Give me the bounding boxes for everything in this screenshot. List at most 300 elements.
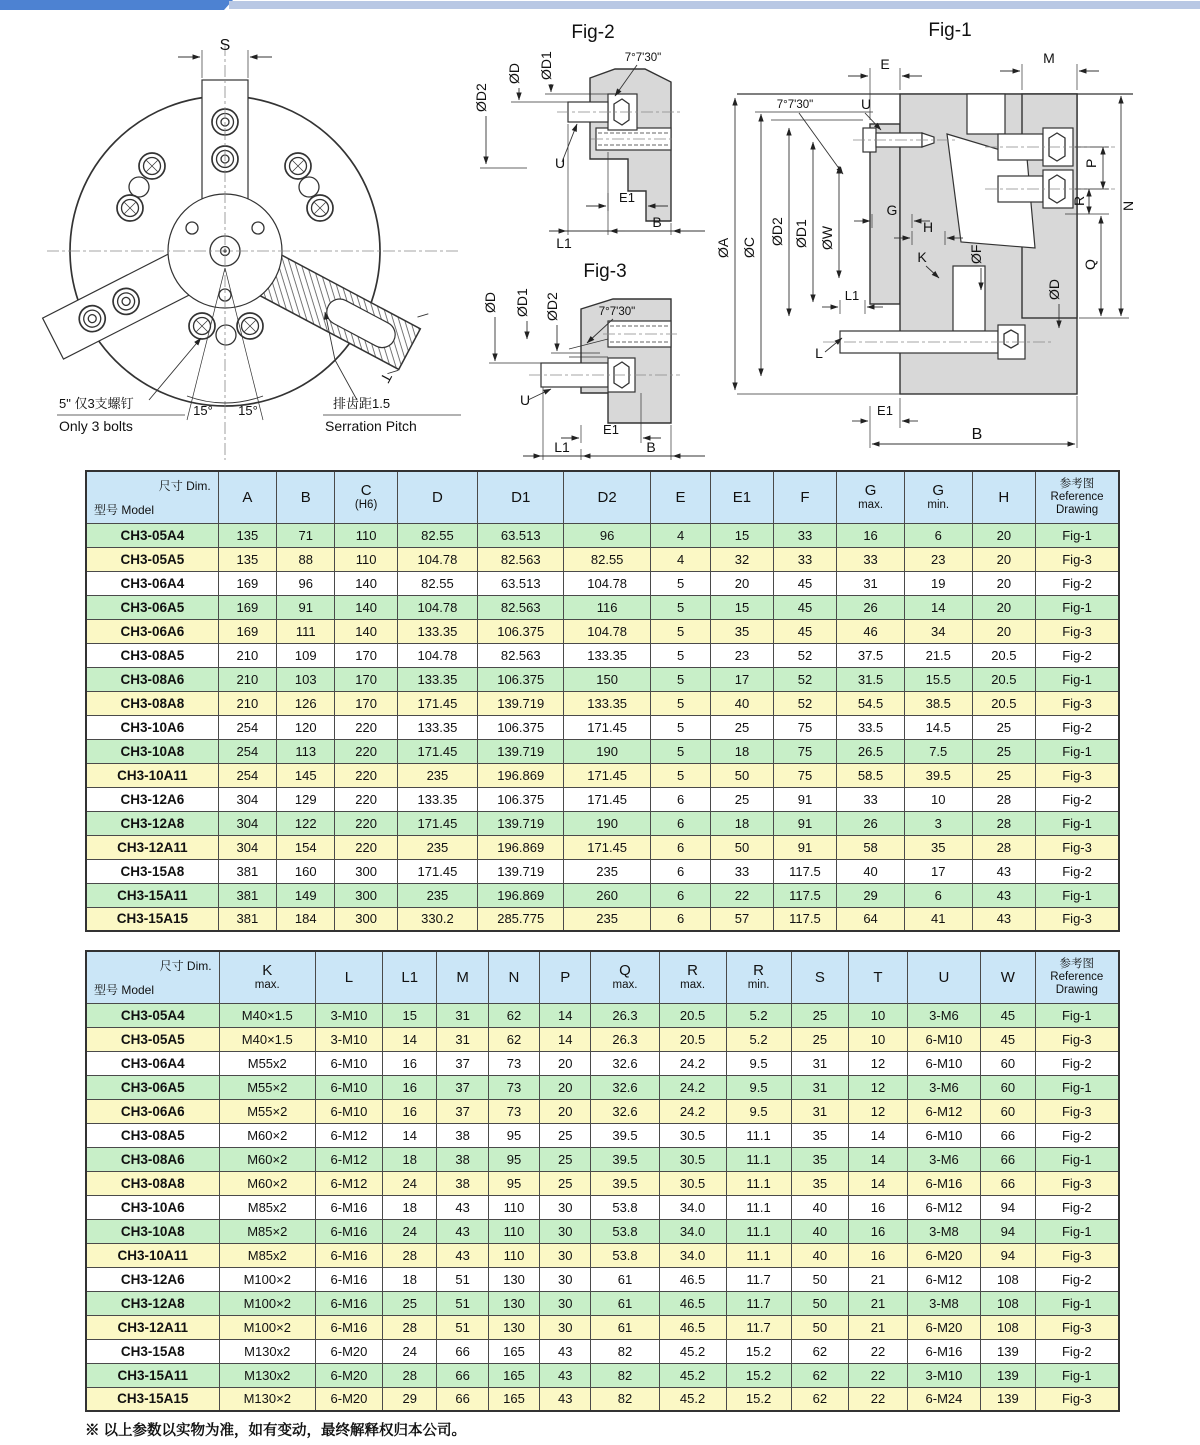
value-cell: 113 [277,739,335,763]
column-header: D1 [478,471,564,523]
dim-label: ØA [715,237,731,258]
column-header: U [907,951,980,1003]
model-cell: CH3-08A6 [86,1147,219,1171]
dimension-table-1 [85,470,1120,932]
value-cell: Fig-2 [1036,715,1119,739]
column-header: 参考图 Reference Drawing [1035,951,1119,1003]
column-header: S [791,951,849,1003]
value-cell: 5 [650,667,710,691]
value-cell: 25 [972,763,1036,787]
model-cell: CH3-05A4 [86,1003,219,1027]
value-cell: 66 [437,1387,488,1411]
value-cell: 4 [650,523,710,547]
dim-label: B [646,439,656,455]
column-header: R max. [659,951,726,1003]
value-cell: 96 [564,523,650,547]
column-header: K max. [219,951,315,1003]
model-cell: CH3-15A8 [86,1339,219,1363]
value-cell: 91 [277,595,335,619]
column-header: A [218,471,276,523]
value-cell: 15 [711,523,773,547]
value-cell: 12 [849,1099,908,1123]
value-cell: 50 [791,1291,849,1315]
value-cell: Fig-1 [1035,1219,1119,1243]
value-cell: Fig-1 [1036,667,1119,691]
value-cell: 14 [540,1027,591,1051]
value-cell: 66 [437,1363,488,1387]
value-cell: 108 [981,1267,1035,1291]
value-cell: 17 [711,667,773,691]
model-cell: CH3-10A8 [86,1219,219,1243]
value-cell: 82 [591,1387,659,1411]
fig2-title: Fig-2 [571,22,615,43]
model-cell: CH3-10A8 [86,739,218,763]
value-cell: 20 [540,1051,591,1075]
value-cell: 171.45 [397,691,477,715]
value-cell: 154 [277,835,335,859]
value-cell: 106.375 [478,787,564,811]
table-row [86,1387,1119,1411]
value-cell: 126 [277,691,335,715]
column-header: E [650,471,710,523]
model-cell: CH3-10A6 [86,715,218,739]
model-cell: CH3-06A5 [86,595,218,619]
value-cell: 14 [849,1171,908,1195]
footnote: ※ 以上参数以实物为准，如有变动，最终解释权归本公司。 [85,1423,467,1439]
value-cell: M100×2 [219,1291,315,1315]
value-cell: 6-M16 [315,1243,382,1267]
value-cell: Fig-2 [1035,1123,1119,1147]
dim-label: L [815,345,823,361]
column-header: G min. [904,471,972,523]
model-cell: CH3-15A11 [86,1363,219,1387]
value-cell: 38 [437,1147,488,1171]
value-cell: 66 [981,1171,1035,1195]
value-cell: 20.5 [972,667,1036,691]
value-cell: 30.5 [659,1147,726,1171]
angle-right-label: 15° [238,403,258,418]
value-cell: 31 [437,1027,488,1051]
model-header-label: 型号 Model [94,982,155,997]
value-cell: 7.5 [904,739,972,763]
value-cell: 82 [591,1363,659,1387]
value-cell: 14 [904,595,972,619]
value-cell: 3-M10 [315,1027,382,1051]
value-cell: 160 [277,859,335,883]
value-cell: 43 [972,859,1036,883]
value-cell: 165 [488,1339,539,1363]
value-cell: 122 [277,811,335,835]
value-cell: Fig-3 [1036,763,1119,787]
value-cell: 304 [218,811,276,835]
value-cell: 25 [711,715,773,739]
value-cell: 20 [540,1099,591,1123]
value-cell: 130 [488,1267,539,1291]
value-cell: 37.5 [837,643,905,667]
value-cell: 14 [540,1003,591,1027]
column-header: F [773,471,837,523]
value-cell: 52 [773,691,837,715]
value-cell: 120 [277,715,335,739]
value-cell: 145 [277,763,335,787]
value-cell: 39.5 [591,1147,659,1171]
value-cell: 66 [981,1147,1035,1171]
value-cell: 6-M16 [315,1219,382,1243]
value-cell: 139.719 [478,811,564,835]
column-header: Q max. [591,951,659,1003]
value-cell: Fig-2 [1035,1339,1119,1363]
value-cell: 41 [904,907,972,931]
value-cell: Fig-2 [1036,571,1119,595]
value-cell: 34.0 [659,1219,726,1243]
value-cell: 135 [218,547,276,571]
value-cell: 34 [904,619,972,643]
value-cell: M85×2 [219,1219,315,1243]
value-cell: 6-M10 [315,1075,382,1099]
table-row [86,619,1119,643]
value-cell: 139.719 [478,691,564,715]
value-cell: 6-M16 [907,1171,980,1195]
value-cell: 82.563 [478,643,564,667]
fig3-title: Fig-3 [583,261,627,282]
value-cell: 6-M10 [907,1123,980,1147]
value-cell: M60×2 [219,1147,315,1171]
value-cell: 6-M16 [315,1291,382,1315]
fig1-title: Fig-1 [928,20,972,41]
value-cell: 149 [277,883,335,907]
value-cell: 196.869 [478,883,564,907]
value-cell: 16 [849,1243,908,1267]
value-cell: 63.513 [478,571,564,595]
value-cell: 20.5 [972,691,1036,715]
fig3-drawing [465,253,715,470]
value-cell: 45.2 [659,1339,726,1363]
value-cell: 28 [383,1363,437,1387]
value-cell: 33 [711,859,773,883]
value-cell: 30.5 [659,1171,726,1195]
model-header-label: 型号 Model [94,502,155,517]
value-cell: 33 [837,547,905,571]
table-row [86,859,1119,883]
value-cell: 30 [540,1291,591,1315]
value-cell: 16 [383,1099,437,1123]
model-cell: CH3-15A11 [86,883,218,907]
value-cell: 43 [540,1363,591,1387]
value-cell: 58 [837,835,905,859]
value-cell: 220 [335,715,397,739]
value-cell: 106.375 [478,667,564,691]
value-cell: 73 [488,1051,539,1075]
value-cell: 6 [904,523,972,547]
value-cell: 33.5 [837,715,905,739]
value-cell: 40 [791,1219,849,1243]
value-cell: 260 [564,883,650,907]
table-row [86,883,1119,907]
column-header: H [972,471,1036,523]
value-cell: 171.45 [564,763,650,787]
table-row [86,571,1119,595]
value-cell: 71 [277,523,335,547]
value-cell: M60×2 [219,1171,315,1195]
value-cell: 11.1 [726,1123,791,1147]
table-row [86,715,1119,739]
value-cell: 5.2 [726,1003,791,1027]
value-cell: 117.5 [773,859,837,883]
value-cell: 45 [981,1003,1035,1027]
value-cell: 3-M6 [907,1075,980,1099]
value-cell: 25 [383,1291,437,1315]
table-row [86,1099,1119,1123]
value-cell: 165 [488,1387,539,1411]
model-cell: CH3-12A8 [86,1291,219,1315]
value-cell: 254 [218,763,276,787]
value-cell: 30.5 [659,1123,726,1147]
value-cell: 18 [711,739,773,763]
value-cell: 32 [711,547,773,571]
dim-label: P [1083,158,1099,168]
value-cell: 40 [791,1243,849,1267]
value-cell: 106.375 [478,619,564,643]
model-cell: CH3-05A4 [86,523,218,547]
value-cell: 24 [383,1339,437,1363]
table-row [86,835,1119,859]
value-cell: 150 [564,667,650,691]
value-cell: 29 [383,1387,437,1411]
dim-label: L1 [844,288,860,303]
value-cell: 11.1 [726,1243,791,1267]
value-cell: 170 [335,691,397,715]
value-cell: Fig-1 [1036,595,1119,619]
value-cell: 75 [773,763,837,787]
value-cell: 6 [904,883,972,907]
value-cell: Fig-1 [1035,1147,1119,1171]
value-cell: 40 [711,691,773,715]
column-header: C (H6) [335,471,397,523]
value-cell: Fig-3 [1036,547,1119,571]
value-cell: 110 [335,523,397,547]
value-cell: 73 [488,1075,539,1099]
value-cell: 57 [711,907,773,931]
value-cell: 133.35 [397,667,477,691]
value-cell: 140 [335,595,397,619]
value-cell: 32.6 [591,1099,659,1123]
value-cell: 235 [397,883,477,907]
value-cell: 190 [564,739,650,763]
value-cell: 11.1 [726,1195,791,1219]
value-cell: 34.0 [659,1243,726,1267]
value-cell: 9.5 [726,1099,791,1123]
value-cell: 169 [218,619,276,643]
value-cell: 31 [791,1075,849,1099]
value-cell: 60 [981,1051,1035,1075]
dim-label: ØD2 [473,83,489,112]
dim-label: B [652,214,662,230]
value-cell: 171.45 [564,715,650,739]
top-accent-light-segment [229,1,1200,9]
column-header: 参考图 Reference Drawing [1036,471,1119,523]
value-cell: 6-M20 [907,1243,980,1267]
value-cell: 18 [383,1147,437,1171]
corner-header [86,471,218,523]
model-cell: CH3-08A5 [86,643,218,667]
value-cell: 66 [981,1123,1035,1147]
value-cell: 110 [488,1219,539,1243]
value-cell: 94 [981,1219,1035,1243]
value-cell: Fig-3 [1035,1099,1119,1123]
value-cell: 75 [773,739,837,763]
model-cell: CH3-08A8 [86,1171,219,1195]
dim-label: ØD2 [769,217,785,246]
model-cell: CH3-12A6 [86,1267,219,1291]
value-cell: 16 [849,1195,908,1219]
value-cell: 5 [650,739,710,763]
value-cell: M85x2 [219,1195,315,1219]
value-cell: Fig-3 [1036,619,1119,643]
value-cell: M55×2 [219,1075,315,1099]
value-cell: 52 [773,643,837,667]
bolts-note-zh: 5" 仅3支螺钉 [59,396,134,411]
value-cell: 53.8 [591,1195,659,1219]
column-header: W [981,951,1035,1003]
value-cell: 103 [277,667,335,691]
value-cell: 94 [981,1243,1035,1267]
value-cell: 32.6 [591,1051,659,1075]
value-cell: 14.5 [904,715,972,739]
value-cell: 37 [437,1075,488,1099]
value-cell: 24.2 [659,1099,726,1123]
value-cell: 3-M6 [907,1003,980,1027]
dim-label: U [861,96,872,112]
value-cell: 15.2 [726,1363,791,1387]
value-cell: 63.513 [478,523,564,547]
model-cell: CH3-08A6 [86,667,218,691]
value-cell: 22 [849,1339,908,1363]
value-cell: 11.7 [726,1267,791,1291]
value-cell: 21 [849,1315,908,1339]
value-cell: 96 [277,571,335,595]
dim-label: ØF [968,244,984,264]
value-cell: 108 [981,1315,1035,1339]
dim-header-label: 尺寸 Dim. [158,479,211,493]
value-cell: 45 [981,1027,1035,1051]
value-cell: 45 [773,619,837,643]
value-cell: 139.719 [478,739,564,763]
value-cell: 61 [591,1315,659,1339]
value-cell: 35 [791,1171,849,1195]
value-cell: 28 [383,1315,437,1339]
value-cell: 53.8 [591,1243,659,1267]
table-row [86,1315,1119,1339]
dim-label: G [886,202,898,218]
value-cell: 14 [383,1027,437,1051]
value-cell: 25 [791,1027,849,1051]
value-cell: 23 [904,547,972,571]
value-cell: 6-M20 [315,1387,382,1411]
value-cell: 24.2 [659,1051,726,1075]
value-cell: 133.35 [564,691,650,715]
column-header: E1 [711,471,773,523]
dim-label: E [880,56,890,72]
value-cell: 25 [972,715,1036,739]
column-header: P [540,951,591,1003]
value-cell: 20.5 [659,1027,726,1051]
value-cell: 235 [564,859,650,883]
value-cell: 35 [711,619,773,643]
value-cell: 14 [849,1147,908,1171]
value-cell: M100×2 [219,1267,315,1291]
value-cell: M55×2 [219,1099,315,1123]
value-cell: 82.563 [478,547,564,571]
value-cell: Fig-1 [1036,523,1119,547]
value-cell: M85x2 [219,1243,315,1267]
value-cell: Fig-3 [1035,1027,1119,1051]
table-row [86,1075,1119,1099]
value-cell: 20 [972,547,1036,571]
value-cell: 26.3 [591,1003,659,1027]
value-cell: Fig-2 [1036,787,1119,811]
value-cell: 22 [711,883,773,907]
value-cell: 129 [277,787,335,811]
value-cell: 58.5 [837,763,905,787]
value-cell: 220 [335,739,397,763]
value-cell: 26 [837,811,905,835]
value-cell: 16 [849,1219,908,1243]
value-cell: 54.5 [837,691,905,715]
value-cell: 21 [849,1267,908,1291]
fig1-drawing [715,16,1185,463]
value-cell: Fig-1 [1035,1075,1119,1099]
value-cell: 304 [218,835,276,859]
value-cell: 11.1 [726,1219,791,1243]
value-cell: Fig-1 [1035,1003,1119,1027]
value-cell: M40×1.5 [219,1003,315,1027]
model-cell: CH3-06A6 [86,1099,219,1123]
serration-note-en: Serration Pitch [325,418,417,434]
value-cell: 82.55 [397,571,477,595]
column-header: T [849,951,908,1003]
value-cell: 28 [972,835,1036,859]
value-cell: 31 [791,1099,849,1123]
value-cell: 117.5 [773,907,837,931]
value-cell: 34.0 [659,1195,726,1219]
value-cell: 130 [488,1315,539,1339]
value-cell: 210 [218,691,276,715]
value-cell: 62 [791,1363,849,1387]
dim-label: H [922,219,934,235]
value-cell: 104.78 [564,619,650,643]
value-cell: 104.78 [397,595,477,619]
dim-label-s: S [219,37,231,54]
value-cell: 95 [488,1147,539,1171]
value-cell: Fig-1 [1035,1291,1119,1315]
column-header: L1 [383,951,437,1003]
serration-note-zh: 排齿距1.5 [333,396,391,411]
value-cell: 3-M8 [907,1291,980,1315]
value-cell: 300 [335,883,397,907]
value-cell: 6-M10 [907,1027,980,1051]
table-row [86,1363,1119,1387]
value-cell: 220 [335,835,397,859]
value-cell: 6-M20 [315,1363,382,1387]
value-cell: 6 [650,907,710,931]
dim-label: ØD1 [538,51,554,80]
value-cell: 139.719 [478,859,564,883]
value-cell: 196.869 [478,763,564,787]
value-cell: 66 [437,1339,488,1363]
table-row [86,1339,1119,1363]
value-cell: 24 [383,1219,437,1243]
model-cell: CH3-05A5 [86,547,218,571]
